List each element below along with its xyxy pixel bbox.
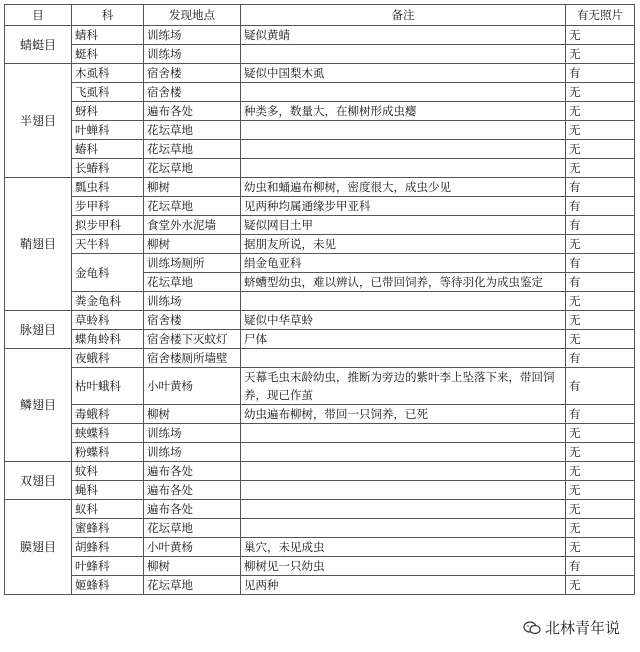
note-cell xyxy=(241,140,566,159)
photo-cell: 无 xyxy=(566,26,635,45)
note-cell: 种类多，数量大，在柳树形成虫瘿 xyxy=(241,102,566,121)
location-cell: 宿舍楼 xyxy=(144,311,241,330)
photo-cell: 有 xyxy=(566,349,635,368)
location-cell: 遍布各处 xyxy=(144,462,241,481)
note-cell xyxy=(241,462,566,481)
note-cell: 尸体 xyxy=(241,330,566,349)
location-cell: 训练场 xyxy=(144,443,241,462)
photo-cell: 无 xyxy=(566,292,635,311)
note-cell: 见两种均属通缘步甲亚科 xyxy=(241,197,566,216)
family-cell: 叶蝉科 xyxy=(72,121,144,140)
note-cell xyxy=(241,424,566,443)
family-cell: 叶蜂科 xyxy=(72,557,144,576)
note-cell xyxy=(241,500,566,519)
location-cell: 训练场 xyxy=(144,292,241,311)
table-row xyxy=(5,102,635,121)
watermark-text: 北林青年说 xyxy=(544,619,620,637)
note-cell xyxy=(241,443,566,462)
table-row xyxy=(5,292,635,311)
family-cell: 草蛉科 xyxy=(72,311,144,330)
order-cell: 蜻蜓目 xyxy=(5,26,72,64)
order-cell: 膜翅目 xyxy=(5,500,72,595)
header-order: 目 xyxy=(5,5,72,26)
table-row xyxy=(5,424,635,443)
photo-cell: 无 xyxy=(566,235,635,254)
note-cell: 巢穴，未见成虫 xyxy=(241,538,566,557)
location-cell: 遍布各处 xyxy=(144,500,241,519)
table-row xyxy=(5,64,635,83)
family-cell: 蛱蝶科 xyxy=(72,424,144,443)
family-cell: 粉蝶科 xyxy=(72,443,144,462)
table-header-row xyxy=(5,5,635,26)
photo-cell: 有 xyxy=(566,368,635,405)
note-cell: 疑似网目土甲 xyxy=(241,216,566,235)
family-cell: 拟步甲科 xyxy=(72,216,144,235)
note-cell xyxy=(241,83,566,102)
note-cell xyxy=(241,481,566,500)
order-cell: 鳞翅目 xyxy=(5,349,72,462)
location-cell: 训练场厕所 xyxy=(144,254,241,273)
family-cell: 姬蜂科 xyxy=(72,576,144,595)
location-cell: 柳树 xyxy=(144,405,241,424)
photo-cell: 无 xyxy=(566,140,635,159)
family-cell: 木虱科 xyxy=(72,64,144,83)
family-cell: 毒蛾科 xyxy=(72,405,144,424)
note-cell xyxy=(241,519,566,538)
location-cell: 柳树 xyxy=(144,178,241,197)
family-cell: 蝇科 xyxy=(72,481,144,500)
photo-cell: 有 xyxy=(566,254,635,273)
photo-cell: 无 xyxy=(566,519,635,538)
note-cell: 幼虫遍布柳树，带回一只饲养，已死 xyxy=(241,405,566,424)
table-row xyxy=(5,443,635,462)
family-cell: 枯叶蛾科 xyxy=(72,368,144,405)
photo-cell: 无 xyxy=(566,443,635,462)
location-cell: 花坛草地 xyxy=(144,273,241,292)
note-cell: 蛴螬型幼虫，难以辨认，已带回饲养，等待羽化为成虫鉴定 xyxy=(241,273,566,292)
header-location: 发现地点 xyxy=(144,5,241,26)
table-row xyxy=(5,140,635,159)
family-cell: 飞虱科 xyxy=(72,83,144,102)
family-cell: 蚜科 xyxy=(72,102,144,121)
note-cell: 据朋友所说，未见 xyxy=(241,235,566,254)
note-cell: 见两种 xyxy=(241,576,566,595)
location-cell: 柳树 xyxy=(144,235,241,254)
photo-cell: 有 xyxy=(566,273,635,292)
photo-cell: 有 xyxy=(566,197,635,216)
location-cell: 花坛草地 xyxy=(144,159,241,178)
photo-cell: 无 xyxy=(566,500,635,519)
table-row xyxy=(5,481,635,500)
photo-cell: 无 xyxy=(566,311,635,330)
table-row xyxy=(5,500,635,519)
photo-cell: 有 xyxy=(566,178,635,197)
photo-cell: 无 xyxy=(566,102,635,121)
photo-cell: 有 xyxy=(566,557,635,576)
location-cell: 训练场 xyxy=(144,45,241,64)
photo-cell: 无 xyxy=(566,45,635,64)
location-cell: 遍布各处 xyxy=(144,102,241,121)
family-cell: 蜜蜂科 xyxy=(72,519,144,538)
table-row xyxy=(5,330,635,349)
note-cell: 绢金龟亚科 xyxy=(241,254,566,273)
note-cell: 疑似黄蜻 xyxy=(241,26,566,45)
table-row xyxy=(5,83,635,102)
table-row xyxy=(5,45,635,64)
family-cell: 粪金龟科 xyxy=(72,292,144,311)
table-row xyxy=(5,121,635,140)
insect-survey-table xyxy=(4,4,635,595)
location-cell: 小叶黄杨 xyxy=(144,368,241,405)
family-cell: 长蝽科 xyxy=(72,159,144,178)
note-cell xyxy=(241,349,566,368)
header-note: 备注 xyxy=(241,5,566,26)
table-row xyxy=(5,576,635,595)
location-cell: 宿舍楼下灭蚊灯 xyxy=(144,330,241,349)
family-cell: 蚊科 xyxy=(72,462,144,481)
photo-cell: 无 xyxy=(566,462,635,481)
location-cell: 柳树 xyxy=(144,557,241,576)
location-cell: 花坛草地 xyxy=(144,519,241,538)
location-cell: 花坛草地 xyxy=(144,576,241,595)
note-cell: 幼虫和蛹遍布柳树，密度很大，成虫少见 xyxy=(241,178,566,197)
table-row xyxy=(5,557,635,576)
table-body xyxy=(5,26,635,595)
table-row xyxy=(5,197,635,216)
family-cell: 夜蛾科 xyxy=(72,349,144,368)
order-cell: 脉翅目 xyxy=(5,311,72,349)
photo-cell: 无 xyxy=(566,538,635,557)
family-cell: 蚁科 xyxy=(72,500,144,519)
note-cell xyxy=(241,45,566,64)
wechat-icon xyxy=(523,621,541,635)
location-cell: 花坛草地 xyxy=(144,197,241,216)
table-row xyxy=(5,159,635,178)
family-cell: 金龟科 xyxy=(72,254,144,292)
family-cell: 蝽科 xyxy=(72,140,144,159)
note-cell xyxy=(241,121,566,140)
table-row xyxy=(5,216,635,235)
photo-cell: 无 xyxy=(566,83,635,102)
table-row xyxy=(5,349,635,368)
photo-cell: 无 xyxy=(566,330,635,349)
location-cell: 花坛草地 xyxy=(144,121,241,140)
family-cell: 蝶角蛉科 xyxy=(72,330,144,349)
location-cell: 宿舍楼厕所墙壁 xyxy=(144,349,241,368)
table-row xyxy=(5,311,635,330)
table-row xyxy=(5,405,635,424)
photo-cell: 无 xyxy=(566,424,635,443)
location-cell: 小叶黄杨 xyxy=(144,538,241,557)
family-cell: 步甲科 xyxy=(72,197,144,216)
location-cell: 训练场 xyxy=(144,26,241,45)
location-cell: 训练场 xyxy=(144,424,241,443)
table-row xyxy=(5,368,635,405)
photo-cell: 有 xyxy=(566,405,635,424)
photo-cell: 有 xyxy=(566,216,635,235)
header-family: 科 xyxy=(72,5,144,26)
photo-cell: 有 xyxy=(566,64,635,83)
order-cell: 半翅目 xyxy=(5,64,72,178)
location-cell: 宿舍楼 xyxy=(144,64,241,83)
family-cell: 天牛科 xyxy=(72,235,144,254)
table-row xyxy=(5,178,635,197)
photo-cell: 无 xyxy=(566,481,635,500)
note-cell xyxy=(241,292,566,311)
header-photo: 有无照片 xyxy=(566,5,635,26)
table-row xyxy=(5,538,635,557)
family-cell: 蜓科 xyxy=(72,45,144,64)
family-cell: 胡蜂科 xyxy=(72,538,144,557)
order-cell: 双翅目 xyxy=(5,462,72,500)
note-cell: 天幕毛虫末龄幼虫，推断为旁边的紫叶李上坠落下来，带回饲养，现已作茧 xyxy=(241,368,566,405)
family-cell: 瓢虫科 xyxy=(72,178,144,197)
photo-cell: 无 xyxy=(566,576,635,595)
table-row xyxy=(5,26,635,45)
note-cell xyxy=(241,159,566,178)
order-cell: 鞘翅目 xyxy=(5,178,72,311)
note-cell: 疑似中国梨木虱 xyxy=(241,64,566,83)
table-row xyxy=(5,519,635,538)
location-cell: 食堂外水泥墙 xyxy=(144,216,241,235)
table-row xyxy=(5,235,635,254)
photo-cell: 无 xyxy=(566,121,635,140)
location-cell: 花坛草地 xyxy=(144,140,241,159)
location-cell: 宿舍楼 xyxy=(144,83,241,102)
family-cell: 蜻科 xyxy=(72,26,144,45)
photo-cell: 无 xyxy=(566,159,635,178)
note-cell: 柳树见一只幼虫 xyxy=(241,557,566,576)
note-cell: 疑似中华草蛉 xyxy=(241,311,566,330)
watermark xyxy=(523,617,620,638)
table-row xyxy=(5,462,635,481)
table-row xyxy=(5,254,635,273)
location-cell: 遍布各处 xyxy=(144,481,241,500)
